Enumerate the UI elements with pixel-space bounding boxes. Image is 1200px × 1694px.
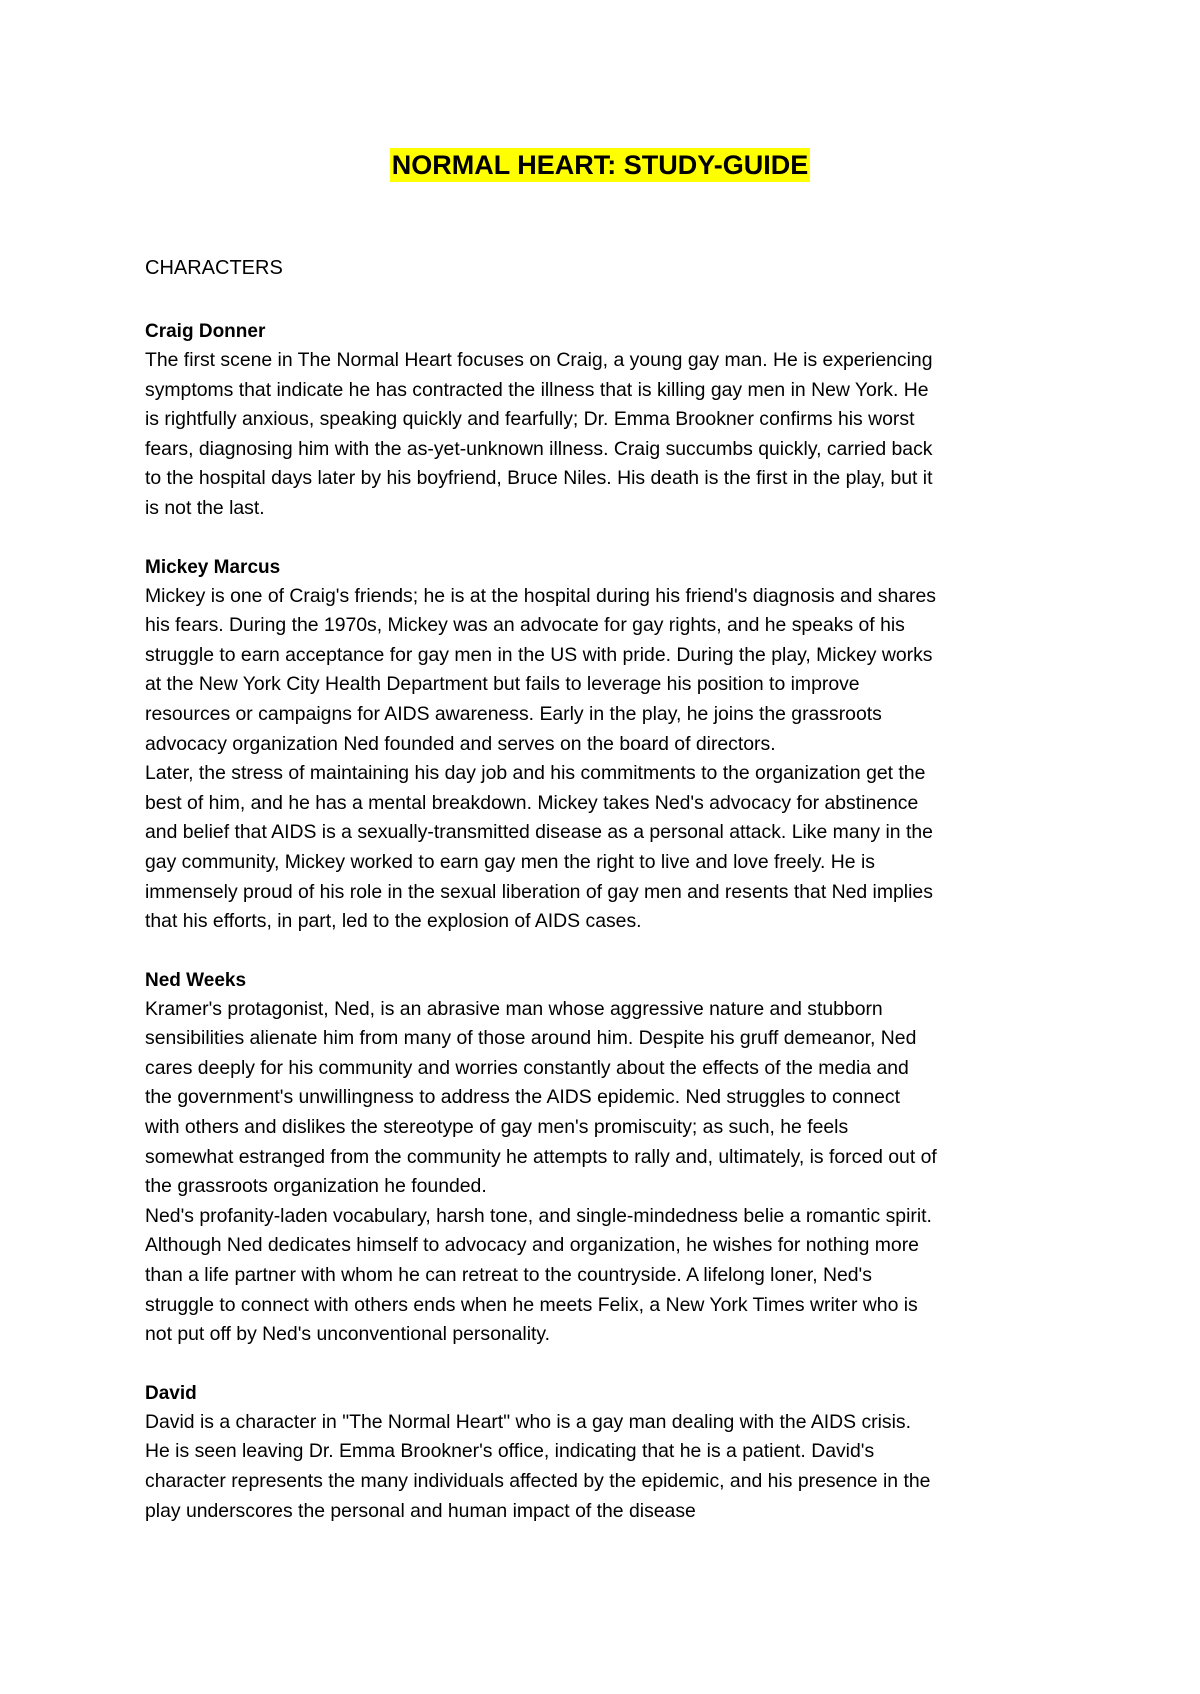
text-line: the government's unwillingness to address the AIDS epidemic. Ned struggles to connect — [145, 1086, 900, 1109]
text-line: Although Ned dedicates himself to advocacy and organization, he wishes for nothing more — [145, 1234, 919, 1257]
text-line: sensibilities alienate him from many of those around him. Despite his gruff demeanor, Ned — [145, 1027, 917, 1050]
text-line: Ned's profanity-laden vocabulary, harsh tone, and single-mindedness belie a romantic spirit. — [145, 1204, 932, 1227]
text-line: with others and dislikes the stereotype of gay men's promiscuity; as such, he feels — [145, 1116, 849, 1139]
text-line: is not the last. — [145, 496, 265, 519]
character-description-paragraph — [145, 582, 1065, 760]
text-line: not put off by Ned's unconventional personality. — [145, 1323, 551, 1346]
text-line: Mickey is one of Craig's friends; he is at the hospital during his friend's diagnosis and shares — [145, 584, 936, 607]
text-line: the grassroots organization he founded. — [145, 1175, 487, 1198]
text-line: struggle to connect with others ends when he meets Felix, a New York Times writer who is — [145, 1293, 918, 1316]
document-title: NORMAL HEART: STUDY-GUIDE — [391, 150, 809, 180]
character-name: Mickey Marcus — [145, 556, 281, 578]
character-description-paragraph — [145, 346, 1065, 524]
character-description-paragraph — [145, 995, 1065, 1202]
text-line: that his efforts, in part, led to the explosion of AIDS cases. — [145, 910, 642, 933]
character-description-paragraph — [145, 1202, 1065, 1350]
title-container — [145, 148, 1055, 182]
character-entry — [145, 317, 1065, 524]
text-line: resources or campaigns for AIDS awareness. Early in the play, he joins the grassroots — [145, 702, 882, 725]
text-line: play underscores the personal and human impact of the disease — [145, 1499, 696, 1522]
text-line: Later, the stress of maintaining his day job and his commitments to the organization get the — [145, 762, 926, 785]
text-line: his fears. During the 1970s, Mickey was an advocate for gay rights, and he speaks of his — [145, 614, 905, 637]
text-line: struggle to earn acceptance for gay men in the US with pride. During the play, Mickey works — [145, 643, 933, 666]
character-name: David — [145, 1382, 197, 1404]
text-line: to the hospital days later by his boyfriend, Bruce Niles. His death is the first in the play, but it — [145, 467, 933, 490]
character-entry — [145, 553, 1065, 937]
character-entry — [145, 1379, 1065, 1526]
text-line: symptoms that indicate he has contracted the illness that is killing gay men in New York. He — [145, 378, 929, 401]
text-line: best of him, and he has a mental breakdown. Mickey takes Ned's advocacy for abstinence — [145, 791, 919, 814]
character-description-paragraph — [145, 759, 1065, 937]
text-line: advocacy organization Ned founded and serves on the board of directors. — [145, 732, 776, 755]
text-line: character represents the many individuals affected by the epidemic, and his presence in the — [145, 1470, 931, 1492]
character-name: Ned Weeks — [145, 969, 247, 991]
text-line: at the New York City Health Department but fails to leverage his position to improve — [145, 673, 860, 696]
text-line: The first scene in The Normal Heart focuses on Craig, a young gay man. He is experiencing — [145, 349, 933, 371]
section-heading-characters: CHARACTERS — [145, 257, 283, 279]
text-line: He is seen leaving Dr. Emma Brookner's office, indicating that he is a patient. David's — [145, 1440, 875, 1463]
text-line: immensely proud of his role in the sexual liberation of gay men and resents that Ned implies — [145, 880, 933, 903]
text-line: and belief that AIDS is a sexually-transmitted disease as a personal attack. Like many in the — [145, 821, 933, 844]
text-line: Kramer's protagonist, Ned, is an abrasive man whose aggressive nature and stubborn — [145, 997, 883, 1020]
text-line: is rightfully anxious, speaking quickly and fearfully; Dr. Emma Brookner confirms his worst — [145, 408, 915, 431]
character-name: Craig Donner — [145, 321, 266, 342]
character-list — [145, 317, 1065, 1555]
character-description-paragraph — [145, 1408, 1065, 1526]
text-line: fears, diagnosing him with the as-yet-unknown illness. Craig succumbs quickly, carried back — [145, 437, 933, 460]
text-line: gay community, Mickey worked to earn gay men the right to live and love freely. He is — [145, 850, 875, 873]
text-line: than a life partner with whom he can retreat to the countryside. A lifelong loner, Ned's — [145, 1264, 872, 1287]
text-line: cares deeply for his community and worries constantly about the effects of the media and — [145, 1056, 909, 1079]
text-line: David is a character in "The Normal Heart" who is a gay man dealing with the AIDS crisis. — [145, 1410, 912, 1433]
character-entry — [145, 966, 1065, 1350]
text-line: somewhat estranged from the community he attempts to rally and, ultimately, is forced out of — [145, 1145, 937, 1168]
